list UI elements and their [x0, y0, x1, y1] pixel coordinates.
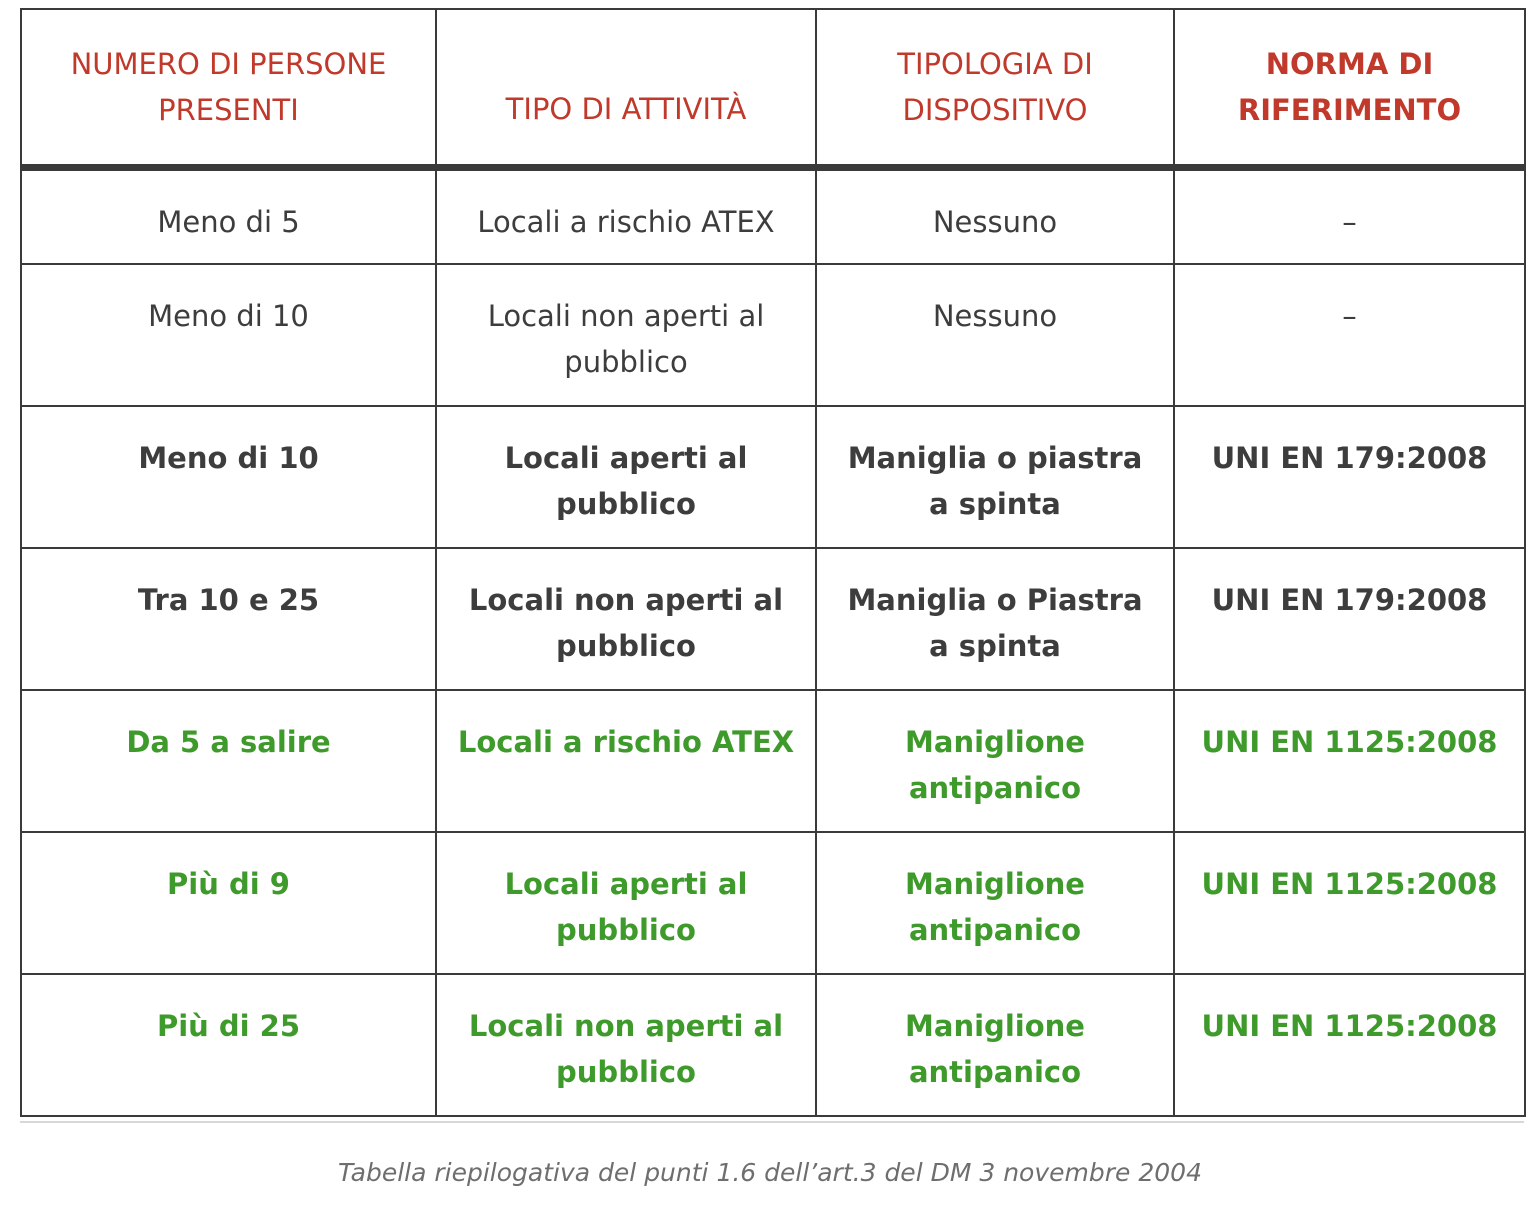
cell-reference-standard: UNI EN 1125:2008: [1174, 974, 1525, 1116]
cell-reference-standard: UNI EN 179:2008: [1174, 406, 1525, 548]
table-header-row: [21, 9, 1525, 167]
header-device-type: TIPOLOGIA DI DISPOSITIVO: [816, 9, 1174, 167]
cell-device-type: Maniglia o Piastra a spinta: [816, 548, 1174, 690]
cell-activity-type: Locali non aperti al pubblico: [436, 548, 816, 690]
cell-device-type: Maniglione antipanico: [816, 690, 1174, 832]
table-row: [21, 832, 1525, 974]
cell-activity-type: Locali non aperti al pubblico: [436, 264, 816, 406]
cell-reference-standard: –: [1174, 167, 1525, 264]
cell-people-count: Più di 25: [21, 974, 436, 1116]
table-row: [21, 167, 1525, 264]
cell-activity-type: Locali aperti al pubblico: [436, 832, 816, 974]
cell-reference-standard: –: [1174, 264, 1525, 406]
table-row: [21, 974, 1525, 1116]
cell-reference-standard: UNI EN 1125:2008: [1174, 832, 1525, 974]
cell-activity-type: Locali aperti al pubblico: [436, 406, 816, 548]
summary-table: [20, 8, 1526, 1117]
cell-people-count: Tra 10 e 25: [21, 548, 436, 690]
table-row: [21, 264, 1525, 406]
header-people-count: NUMERO DI PERSONE PRESENTI: [21, 9, 436, 167]
cell-activity-type: Locali a rischio ATEX: [436, 690, 816, 832]
cell-activity-type: Locali non aperti al pubblico: [436, 974, 816, 1116]
cell-reference-standard: UNI EN 1125:2008: [1174, 690, 1525, 832]
cell-device-type: Maniglione antipanico: [816, 974, 1174, 1116]
cell-device-type: Nessuno: [816, 264, 1174, 406]
cell-device-type: Maniglione antipanico: [816, 832, 1174, 974]
table-row: [21, 548, 1525, 690]
cell-people-count: Da 5 a salire: [21, 690, 436, 832]
cell-activity-type: Locali a rischio ATEX: [436, 167, 816, 264]
cell-people-count: Più di 9: [21, 832, 436, 974]
cell-people-count: Meno di 5: [21, 167, 436, 264]
table-row: [21, 690, 1525, 832]
cell-people-count: Meno di 10: [21, 406, 436, 548]
cell-device-type: Maniglia o piastra a spinta: [816, 406, 1174, 548]
header-activity-type: TIPO DI ATTIVITÀ: [436, 9, 816, 167]
table-bottom-rule: [20, 1121, 1524, 1123]
table-caption: Tabella riepilogativa del punti 1.6 dell’art.3 del DM 3 novembre 2004: [338, 1158, 1202, 1187]
header-reference-standard: NORMA DI RIFERIMENTO: [1174, 9, 1525, 167]
cell-reference-standard: UNI EN 179:2008: [1174, 548, 1525, 690]
table-row: [21, 406, 1525, 548]
cell-device-type: Nessuno: [816, 167, 1174, 264]
cell-people-count: Meno di 10: [21, 264, 436, 406]
summary-table-container: [20, 8, 1524, 1117]
